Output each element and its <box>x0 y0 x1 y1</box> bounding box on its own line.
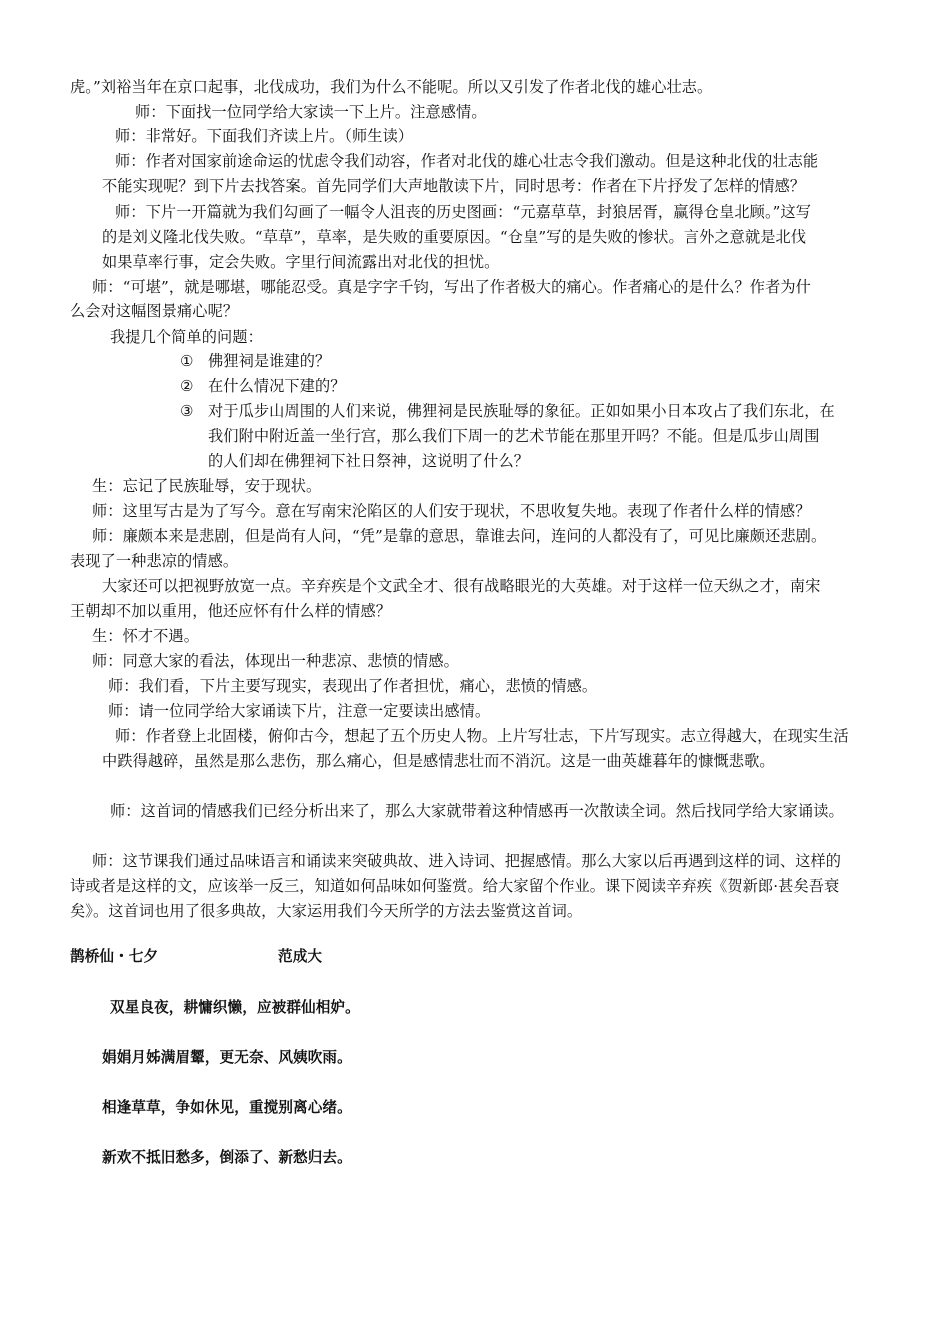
paragraph-line: 的是刘义隆北伐失败。“草草”，草率，是失败的重要原因。“仓皇”写的是失败的惨状。言外之意就是北伐 <box>102 228 807 246</box>
poem-line: 娟娟月姊满眉颦，更无奈、风姨吹雨。 <box>102 1049 352 1066</box>
paragraph-line: 不能实现呢？到下片去找答案。首先同学们大声地散读下片，同时思考：作者在下片抒发了怎样的情感？ <box>102 177 806 195</box>
paragraph-line: 师：这里写古是为了写今。意在写南宋沦陷区的人们安于现状，不思收复失地。表现了作者什么样的情感？ <box>92 502 811 520</box>
paragraph-line: 王朝却不加以重用，他还应怀有什么样的情感？ <box>70 602 392 620</box>
paragraph-line: 师：廉颇本来是悲剧，但是尚有人问，“凭”是靠的意思，靠谁去问，连问的人都没有了，可见比廉颇还悲剧。 <box>92 527 827 545</box>
paragraph-line: 中跌得越碎，虽然是那么悲伤，那么痛心，但是感情悲壮而不消沉。这是一曲英雄暮年的慷慨悲歌。 <box>102 752 775 770</box>
paragraph-line: 师：我们看，下片主要写现实，表现出了作者担忧，痛心，悲愤的情感。 <box>108 677 598 695</box>
paragraph-line: 师：下片一开篇就为我们勾画了一幅令人沮丧的历史图画：“元嘉草草，封狼居胥，赢得仓皇北顾。”这写 <box>115 203 812 221</box>
paragraph-line: 师：这首词的情感我们已经分析出来了，那么大家就带着这种情感再一次散读全词。然后找同学给大家诵读。 <box>110 802 844 820</box>
paragraph-line: 师：作者对国家前途命运的忧虑令我们动容，作者对北伐的雄心壮志令我们激动。但是这种北伐的壮志能 <box>115 152 819 170</box>
paragraph-line: 师：同意大家的看法，体现出一种悲凉、悲愤的情感。 <box>92 652 459 670</box>
paragraph-line: 师：作者登上北固楼，俯仰古今，想起了五个历史人物。上片写壮志，下片写现实。志立得越大，在现实生活 <box>115 727 849 745</box>
poem-title: 鹊桥仙・七夕 <box>70 948 159 965</box>
paragraph-line: 生：怀才不遇。 <box>92 627 200 645</box>
paragraph-line: 诗或者是这样的文，应该举一反三，知道如何品味如何鉴赏。给大家留个作业。课下阅读辛弃疾《贺新郎·甚矣吾衰 <box>70 877 840 895</box>
list-item: 我们附中附近盖一坐行宫，那么我们下周一的艺术节能在那里开吗？不能。但是瓜步山周围 <box>208 427 820 445</box>
paragraph-line: 师：“可堪”，就是哪堪，哪能忍受。真是字字千钧，写出了作者极大的痛心。作者痛心的是什么？作者为什 <box>92 278 811 296</box>
paragraph-line: 大家还可以把视野放宽一点。辛弃疾是个文武全才、很有战略眼光的大英雄。对于这样一位天纵之才，南宋 <box>102 577 821 595</box>
list-item: 对于瓜步山周围的人们来说，佛狸祠是民族耻辱的象征。正如如果小日本攻占了我们东北，在 <box>208 402 835 420</box>
list-number: ① <box>180 352 194 370</box>
paragraph-line: 么会对这幅图景痛心呢？ <box>70 302 239 320</box>
list-item: 在什么情况下建的？ <box>208 377 346 395</box>
poem-line: 相逢草草，争如休见，重搅别离心绪。 <box>102 1099 352 1116</box>
paragraph-line: 师：请一位同学给大家诵读下片，注意一定要读出感情。 <box>108 702 491 720</box>
poem-author: 范成大 <box>278 948 323 965</box>
paragraph-line: 表现了一种悲凉的情感。 <box>70 552 239 570</box>
paragraph-line: 师：下面找一位同学给大家读一下上片。注意感情。 <box>135 103 487 121</box>
paragraph-line: 生：忘记了民族耻辱，安于现状。 <box>92 477 322 495</box>
paragraph-line: 虎。”刘裕当年在京口起事，北伐成功，我们为什么不能呢。所以又引发了作者北伐的雄心壮志。 <box>70 78 713 96</box>
poem-line: 新欢不抵旧愁多，倒添了、新愁归去。 <box>102 1149 352 1166</box>
list-item: 的人们却在佛狸祠下社日祭神，这说明了什么？ <box>208 452 530 470</box>
poem-line: 双星良夜，耕慵织懒，应被群仙相妒。 <box>110 999 360 1016</box>
paragraph-line: 师：非常好。下面我们齐读上片。（师生读） <box>115 127 414 145</box>
paragraph-line: 师：这节课我们通过品味语言和诵读来突破典故、进入诗词、把握感情。那么大家以后再遇到这样的词、这样的 <box>92 852 842 870</box>
list-number: ③ <box>180 402 194 420</box>
list-item: 佛狸祠是谁建的？ <box>208 352 331 370</box>
paragraph-line: 矣》。这首词也用了很多典故，大家运用我们今天所学的方法去鉴赏这首词。 <box>70 902 583 920</box>
paragraph-line: 我提几个简单的问题： <box>110 328 263 346</box>
paragraph-line: 如果草率行事，定会失败。字里行间流露出对北伐的担忧。 <box>102 253 500 271</box>
list-number: ② <box>180 377 194 395</box>
